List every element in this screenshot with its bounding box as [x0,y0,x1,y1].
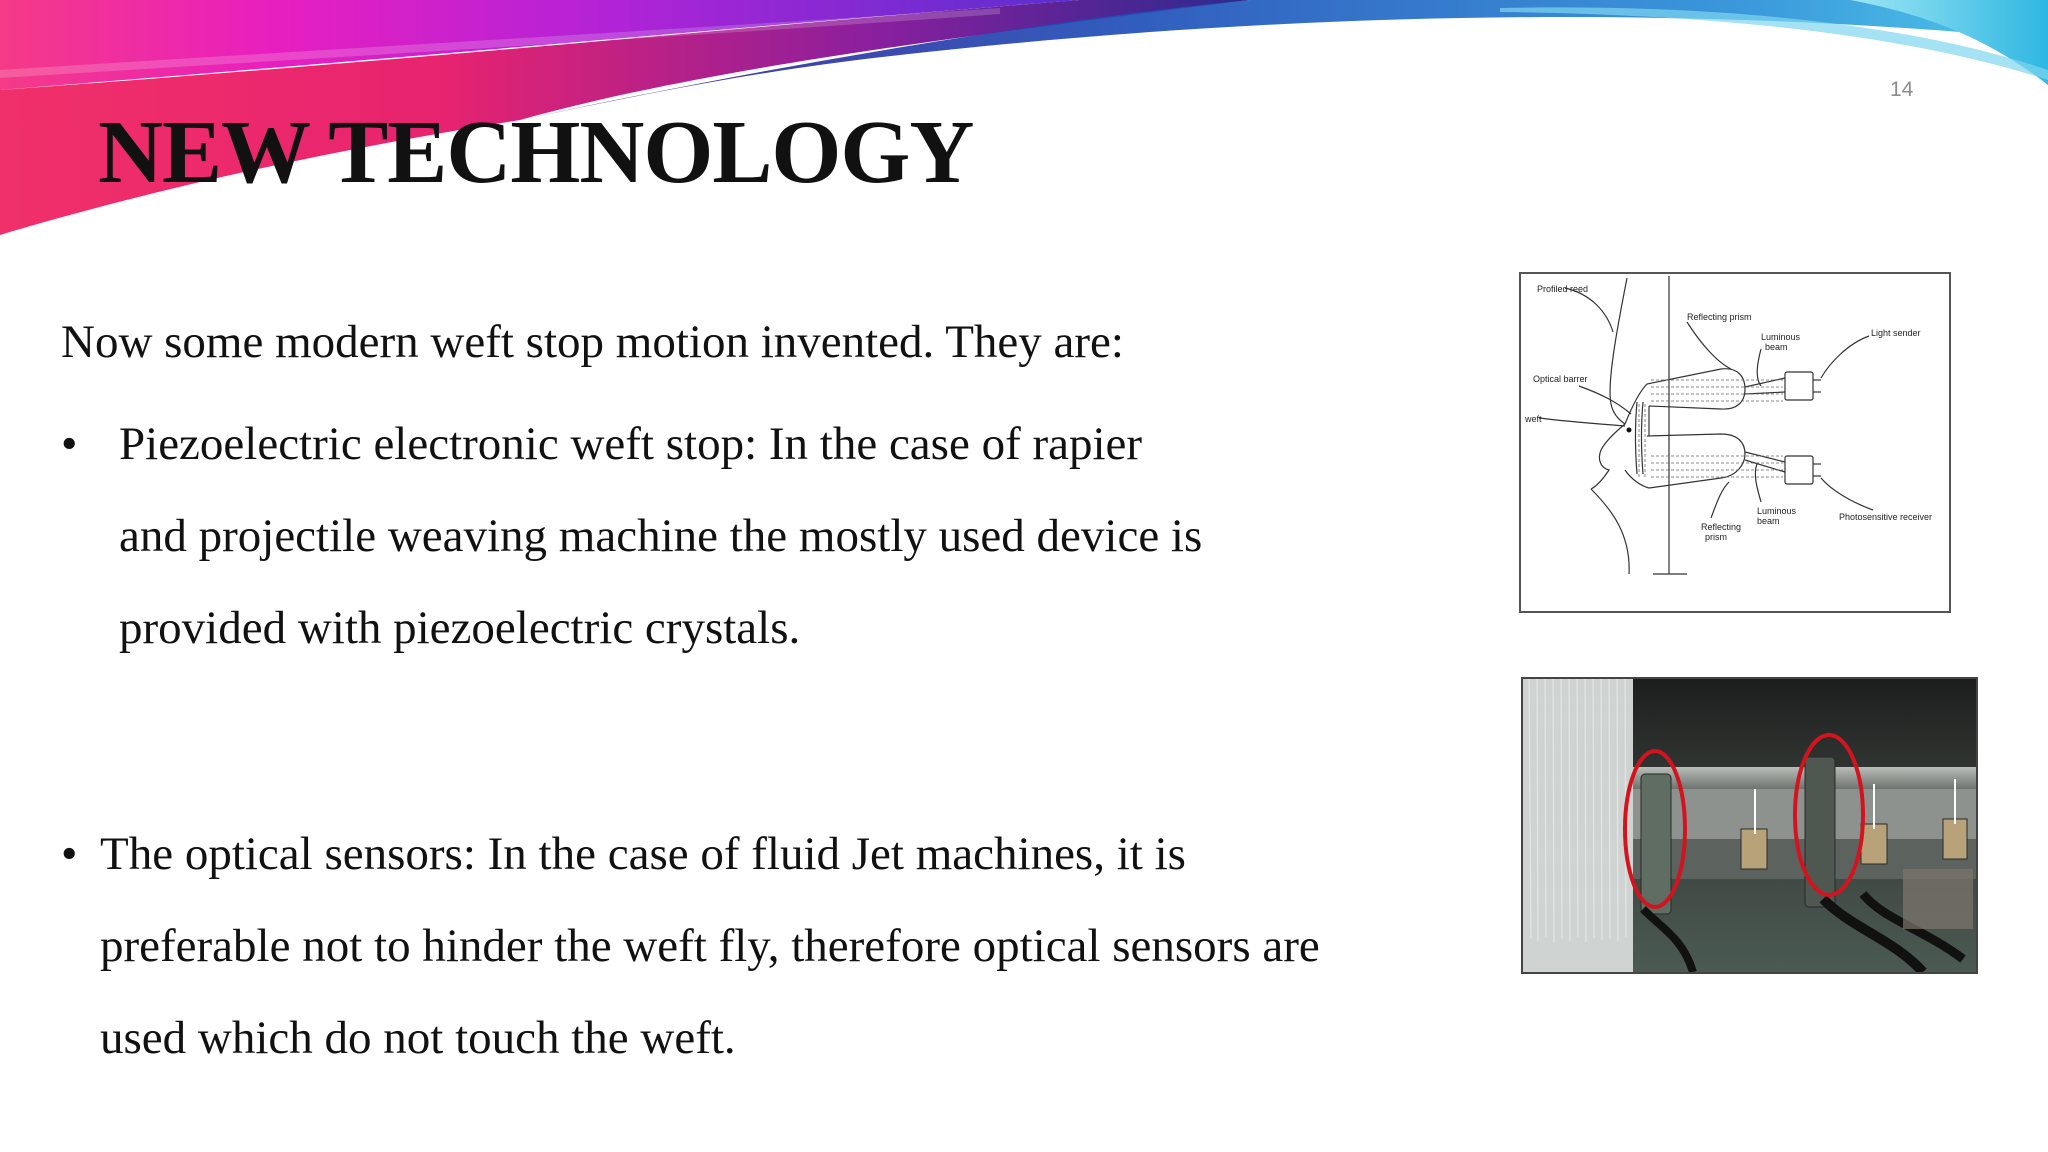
bullet-line: used which do not touch the weft. [100,1012,736,1064]
label-light-sender: Light sender [1871,328,1921,338]
label-reflecting-prism-bottom: Reflecting [1701,522,1742,532]
bullet-text [100,808,1500,1084]
label-luminous-beam-top-2: beam [1765,342,1788,352]
label-weft: weft [1525,414,1542,424]
intro-text: Now some modern weft stop motion invented. They are: [61,316,1124,368]
label-luminous-beam-bottom-2: beam [1757,516,1780,526]
slide-number: 14 [1890,78,1914,101]
label-photosensitive-receiver: Photosensitive receiver [1839,512,1933,522]
bullet-line: The optical sensors: In the case of fluid Jet machines, it is [100,828,1186,880]
bullet-line: preferable not to hinder the weft fly, therefore optical sensors are [100,920,1320,972]
bullet-line: Piezoelectric electronic weft stop: In the case of rapier [119,418,1143,470]
label-optical-barrier: Optical barrer [1533,374,1588,384]
label-reflecting-prism-top: Reflecting prism [1687,312,1752,322]
slide-title: NEW TECHNOLOGY [98,103,974,202]
diagram-drawing [1521,274,1949,611]
bullet-dot: • [61,418,78,470]
sensor-photo [1521,677,1978,974]
label-profiled-reed: Profiled reed [1537,284,1589,294]
label-luminous-beam-top: Luminous [1761,332,1801,342]
optical-weft-stop-diagram [1519,272,1951,613]
bullet-dot: • [61,828,78,880]
bullet-text [119,398,1379,674]
label-reflecting-prism-bottom-2: prism [1705,532,1727,542]
bullet-line: provided with piezoelectric crystals. [119,602,801,654]
bullet-line: and projectile weaving machine the mostly used device is [119,510,1203,562]
label-luminous-beam-bottom: Luminous [1757,506,1797,516]
sensor-photo-drawing [1523,679,1976,972]
